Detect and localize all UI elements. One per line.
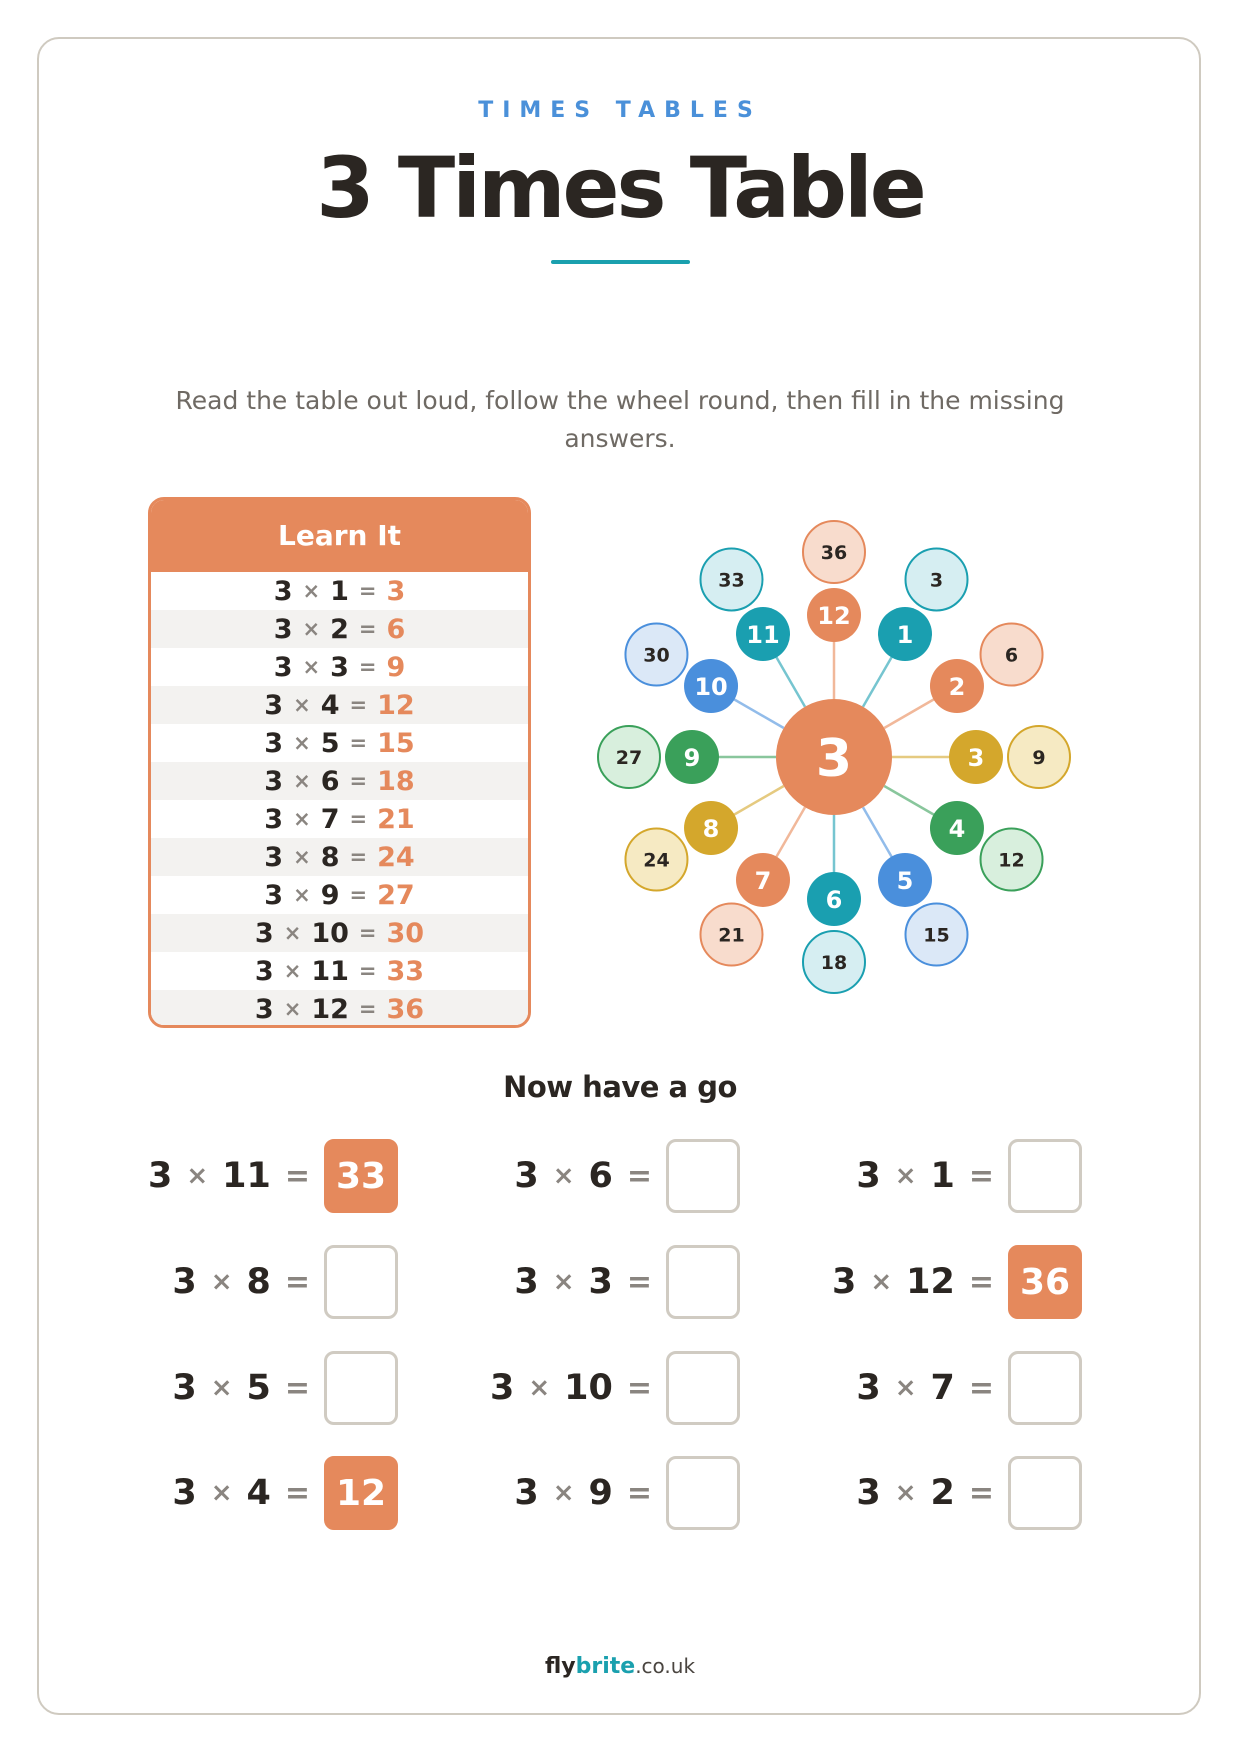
- wheel-number-label: 5: [896, 866, 914, 895]
- practice-heading: Now have a go: [503, 1070, 737, 1104]
- learn-row-times: ×: [302, 617, 321, 641]
- question-times: ×: [552, 1478, 575, 1508]
- question-equals: =: [626, 1264, 652, 1300]
- question-equals: =: [284, 1475, 310, 1511]
- question-times: ×: [552, 1267, 575, 1297]
- learn-row-factor-a: 3: [264, 765, 284, 797]
- learn-row-times: ×: [293, 883, 311, 907]
- learn-row-factor-a: 3: [273, 651, 293, 683]
- question-factor-a: 3: [856, 1473, 881, 1513]
- question-factor-b: 1: [930, 1156, 955, 1196]
- learn-it-heading: Learn It: [151, 500, 528, 572]
- learn-row-factor-b: 8: [320, 841, 340, 873]
- practice-question: [514, 1456, 740, 1530]
- wheel-product-label: 12: [998, 849, 1025, 872]
- learn-row-answer: 9: [386, 651, 406, 683]
- practice-question: [172, 1351, 398, 1425]
- page-title: 3 Times Table: [316, 139, 924, 237]
- wheel-number-label: 3: [967, 744, 985, 772]
- wheel-number-label: 2: [948, 673, 966, 701]
- wheel-product-label: 15: [923, 924, 950, 947]
- question-equals: =: [284, 1370, 310, 1406]
- learn-row-factor-a: 3: [264, 841, 284, 873]
- learn-row-factor-b: 10: [311, 917, 349, 949]
- learn-row-times: ×: [293, 731, 311, 755]
- question-factor-a: 3: [172, 1473, 197, 1513]
- question-times: ×: [894, 1373, 917, 1403]
- learn-row-equals: =: [349, 883, 368, 907]
- learn-row-answer: 36: [386, 993, 425, 1025]
- answer-box-filled[interactable]: 36: [1008, 1245, 1082, 1319]
- answer-box[interactable]: [666, 1456, 740, 1530]
- question-factor-b: 6: [588, 1156, 613, 1196]
- question-times: ×: [870, 1267, 893, 1297]
- question-equals: =: [284, 1264, 310, 1300]
- learn-row-answer: 24: [377, 841, 415, 873]
- question-times: ×: [894, 1161, 917, 1191]
- learn-row-factor-b: 3: [330, 651, 349, 683]
- wheel-center-label: 3: [815, 729, 853, 789]
- learn-row-factor-b: 1: [330, 575, 349, 607]
- learn-row-times: ×: [302, 579, 321, 603]
- question-factor-b: 10: [564, 1368, 613, 1408]
- wheel-product-label: 6: [1004, 644, 1019, 667]
- wheel-product-label: 21: [718, 924, 745, 947]
- learn-row-times: ×: [293, 769, 311, 793]
- answer-box[interactable]: [1008, 1139, 1082, 1213]
- learn-row-factor-a: 3: [264, 879, 284, 911]
- question-factor-a: 3: [147, 1156, 173, 1196]
- learn-row-factor-a: 3: [264, 689, 284, 721]
- learn-row-times: ×: [283, 959, 302, 983]
- question-factor-b: 7: [930, 1368, 955, 1408]
- learn-row-factor-b: 2: [330, 613, 349, 645]
- answer-box-filled[interactable]: 33: [324, 1139, 398, 1213]
- wheel-number-label: 9: [683, 744, 701, 772]
- question-equals: =: [968, 1158, 994, 1194]
- learn-row-factor-a: 3: [264, 727, 284, 759]
- learn-row-answer: 27: [377, 879, 415, 911]
- eyebrow-label: TIMES TABLES: [478, 98, 762, 123]
- question-equals: =: [968, 1370, 994, 1406]
- question-times: ×: [186, 1161, 209, 1191]
- question-factor-b: 9: [588, 1473, 613, 1513]
- learn-row-equals: =: [349, 845, 368, 869]
- wheel-product-label: 30: [643, 644, 670, 667]
- question-factor-a: 3: [831, 1262, 857, 1302]
- answer-box-filled[interactable]: 12: [324, 1456, 398, 1530]
- wheel-number-label: 6: [825, 886, 843, 914]
- question-times: ×: [528, 1373, 551, 1403]
- practice-question: [856, 1351, 1082, 1425]
- answer-box[interactable]: [666, 1139, 740, 1213]
- brand-domain: .co.uk: [635, 1654, 696, 1678]
- question-equals: =: [968, 1475, 994, 1511]
- practice-question: [514, 1139, 740, 1213]
- learn-row-answer: 33: [386, 955, 425, 987]
- question-factor-a: 3: [172, 1262, 197, 1302]
- learn-row-answer: 21: [377, 803, 415, 835]
- learn-row-factor-b: 5: [320, 727, 340, 759]
- answer-box[interactable]: [324, 1245, 398, 1319]
- question-times: ×: [894, 1478, 917, 1508]
- answer-box[interactable]: [666, 1245, 740, 1319]
- wheel-product-label: 27: [615, 747, 643, 769]
- learn-row-answer: 30: [386, 917, 425, 949]
- brand-fly: fly: [544, 1654, 576, 1679]
- learn-row-factor-a: 3: [273, 575, 293, 607]
- answer-box[interactable]: [666, 1351, 740, 1425]
- wheel-number-label: 1: [896, 621, 914, 650]
- learn-row-factor-a: 3: [254, 993, 274, 1025]
- learn-row-equals: =: [358, 655, 377, 679]
- wheel-number-label: 8: [702, 815, 720, 843]
- question-equals: =: [968, 1264, 994, 1300]
- question-equals: =: [626, 1475, 652, 1511]
- wheel-product-label: 33: [718, 569, 745, 592]
- footer-brand[interactable]: [0, 1654, 1240, 1679]
- wheel-product-label: 9: [1032, 747, 1046, 769]
- learn-row-equals: =: [349, 693, 368, 717]
- wheel-number-label: 11: [746, 621, 780, 650]
- learn-row-factor-b: 7: [320, 803, 340, 835]
- question-factor-b: 8: [246, 1262, 271, 1302]
- wheel-product-label: 24: [643, 849, 670, 872]
- answer-box[interactable]: [1008, 1351, 1082, 1425]
- practice-question: [172, 1245, 398, 1319]
- wheel-product-label: 18: [820, 952, 848, 974]
- question-times: ×: [210, 1373, 233, 1403]
- learn-row-times: ×: [283, 921, 302, 945]
- learn-row-factor-a: 3: [273, 613, 293, 645]
- learn-row-answer: 18: [377, 765, 415, 797]
- wheel-product-label: 3: [929, 569, 944, 592]
- learn-row-factor-b: 11: [311, 955, 349, 987]
- question-factor-a: 3: [489, 1368, 515, 1408]
- learn-row-times: ×: [293, 845, 311, 869]
- question-times: ×: [552, 1161, 575, 1191]
- question-equals: =: [284, 1158, 310, 1194]
- learn-row-equals: =: [349, 731, 368, 755]
- learn-row-times: ×: [293, 693, 311, 717]
- question-factor-a: 3: [514, 1473, 539, 1513]
- question-times: ×: [210, 1478, 233, 1508]
- practice-question: [490, 1351, 740, 1425]
- learn-row-equals: =: [349, 807, 368, 831]
- question-factor-b: 5: [246, 1368, 271, 1408]
- wheel-number-label: 10: [694, 673, 728, 701]
- learn-row-answer: 6: [386, 613, 406, 645]
- learn-row-answer: 15: [377, 727, 415, 759]
- learn-row-factor-b: 6: [320, 765, 340, 797]
- wheel-product-label: 36: [820, 542, 848, 564]
- wheel-number-label: 4: [948, 815, 966, 843]
- question-equals: =: [626, 1158, 652, 1194]
- practice-question: [172, 1456, 398, 1530]
- learn-row-answer: 12: [377, 689, 415, 721]
- intro-text: Read the table out loud, follow the wheel round, then fill in the missing answers.: [175, 386, 1065, 453]
- practice-question: [148, 1139, 398, 1213]
- question-factor-b: 12: [906, 1262, 955, 1302]
- practice-question: [856, 1139, 1082, 1213]
- question-equals: =: [626, 1370, 652, 1406]
- learn-row-answer: 3: [386, 575, 406, 607]
- wheel-number-label: 12: [817, 602, 851, 630]
- learn-row-factor-a: 3: [254, 917, 274, 949]
- learn-row-factor-b: 9: [320, 879, 340, 911]
- learn-row-equals: =: [358, 617, 377, 641]
- question-factor-b: 2: [930, 1473, 955, 1513]
- question-factor-a: 3: [514, 1262, 539, 1302]
- question-factor-b: 11: [222, 1156, 271, 1196]
- answer-box[interactable]: [1008, 1456, 1082, 1530]
- learn-row-equals: =: [349, 769, 368, 793]
- learn-row-factor-b: 12: [311, 993, 349, 1025]
- question-factor-a: 3: [856, 1156, 881, 1196]
- learn-row-equals: =: [358, 959, 377, 983]
- question-factor-b: 3: [588, 1262, 613, 1302]
- practice-question: [832, 1245, 1082, 1319]
- question-factor-a: 3: [172, 1368, 197, 1408]
- learn-row-factor-a: 3: [254, 955, 274, 987]
- wheel-number-label: 7: [754, 866, 772, 895]
- learn-row-equals: =: [358, 997, 377, 1021]
- practice-question: [856, 1456, 1082, 1530]
- learn-row-equals: =: [358, 579, 377, 603]
- learn-row-times: ×: [302, 655, 321, 679]
- practice-question: [514, 1245, 740, 1319]
- question-factor-b: 4: [246, 1473, 271, 1513]
- learn-row-factor-a: 3: [264, 803, 284, 835]
- learn-row-times: ×: [283, 997, 302, 1021]
- learn-row-factor-b: 4: [320, 689, 340, 721]
- learn-row-times: ×: [293, 807, 311, 831]
- question-factor-a: 3: [856, 1368, 881, 1408]
- brand-brite: brite: [575, 1654, 636, 1679]
- question-factor-a: 3: [514, 1156, 539, 1196]
- question-times: ×: [210, 1267, 233, 1297]
- answer-box[interactable]: [324, 1351, 398, 1425]
- learn-row-equals: =: [358, 921, 377, 945]
